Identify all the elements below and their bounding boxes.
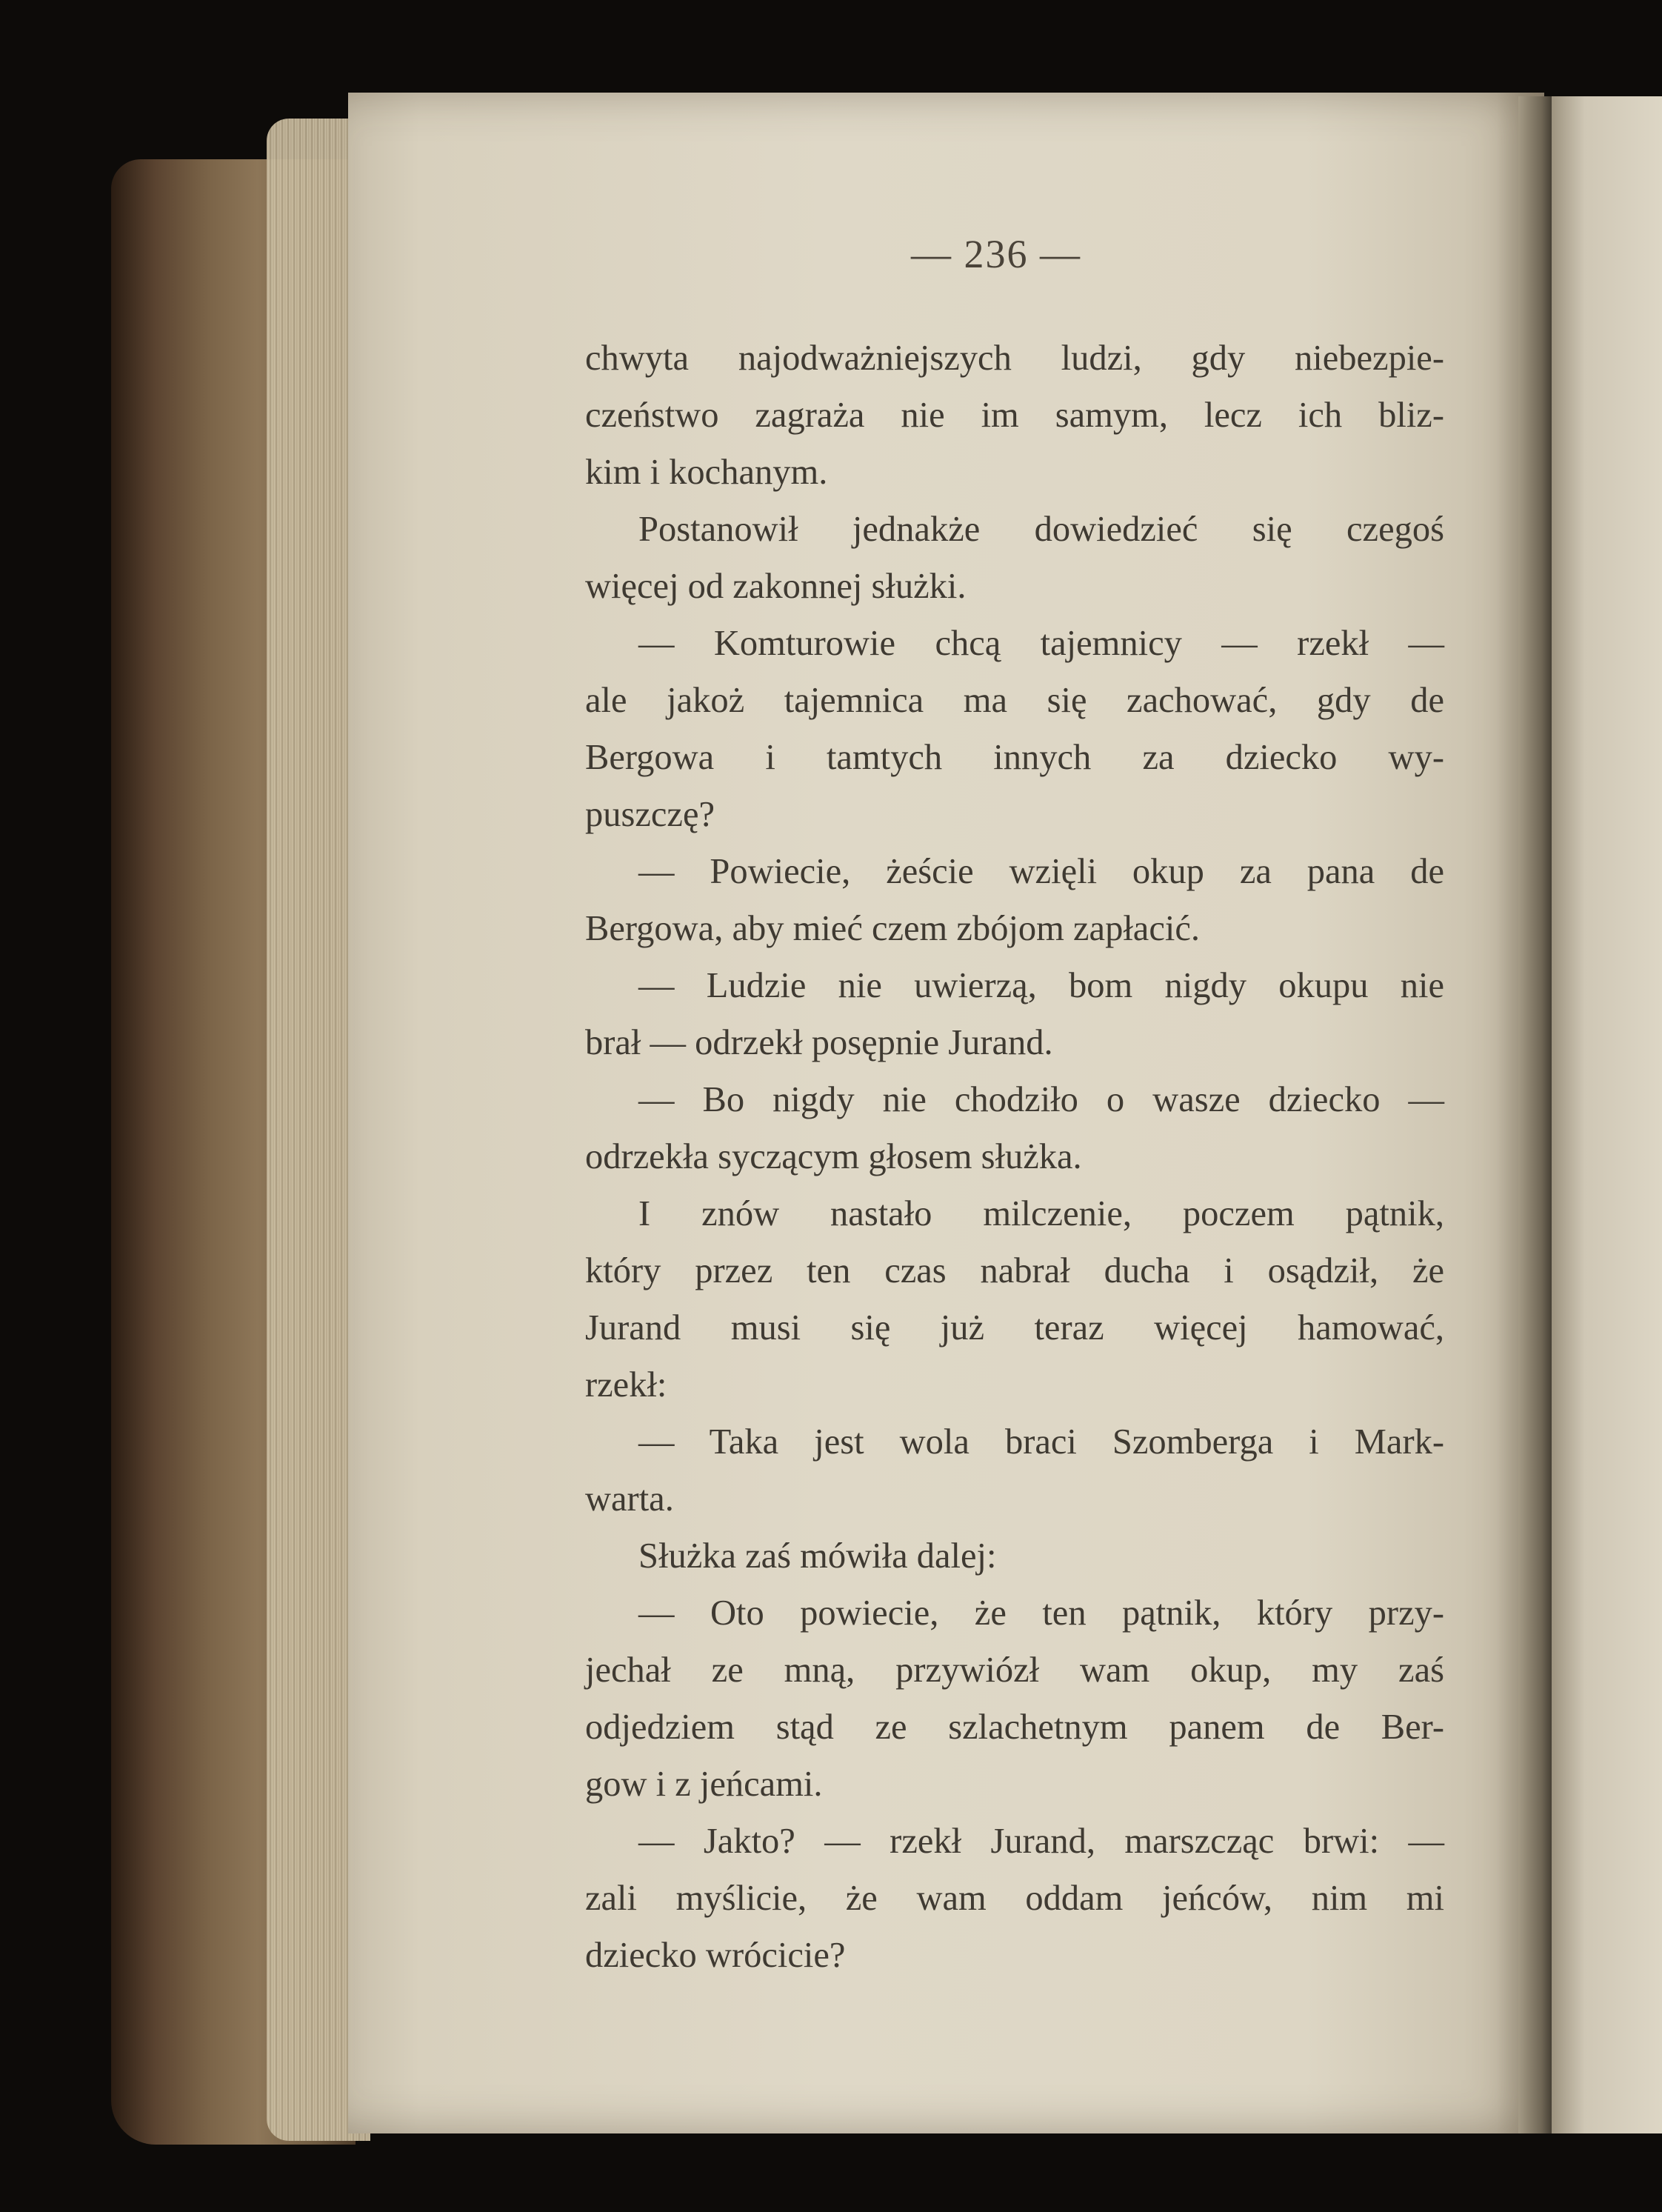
text-line: Jurand musi się już teraz więcej hamować, [585,1308,1444,1347]
text-line: czeństwo zagraża nie im samym, lecz ich bliz- [585,396,1444,435]
text-line: gow i z jeńcami. [585,1765,823,1804]
text-line: odrzekła syczącym głosem służka. [585,1137,1082,1176]
text-line: dziecko wrócicie? [585,1936,846,1975]
text-line: — Oto powiecie, że ten pątnik, który przy- [638,1593,1444,1633]
text-line: Postanowił jednakże dowiedzieć się czegoś [638,510,1444,549]
text-line: Służka zaś mówiła dalej: [638,1536,997,1576]
text-line: — Komturowie chcą tajemnicy — rzekł — [638,624,1444,663]
text-line: — Ludzie nie uwierzą, bom nigdy okupu nie [638,966,1444,1005]
text-line: — Jakto? — rzekł Jurand, marszcząc brwi: — [638,1822,1444,1861]
text-line: Bergowa, aby mieć czem zbójom zapłacić. [585,909,1200,948]
text-line: zali myślicie, że wam oddam jeńców, nim mi [585,1879,1444,1918]
text-line: brał — odrzekł posępnie Jurand. [585,1023,1053,1062]
text-line: chwyta najodważniejszych ludzi, gdy niebezpie- [585,339,1444,378]
text-line: jechał ze mną, przywiózł wam okup, my zaś [585,1650,1444,1690]
text-line: puszczę? [585,795,715,834]
text-line: — Taka jest wola braci Szomberga i Mark- [638,1422,1444,1462]
page-text [585,330,1444,1984]
text-line: który przez ten czas nabrał ducha i osądził, że [585,1251,1444,1290]
text-line: odjedziem stąd ze szlachetnym panem de Ber- [585,1708,1444,1747]
page-number: — 236 — [911,232,1081,276]
text-line: kim i kochanym. [585,453,828,492]
text-line: warta. [585,1479,674,1519]
text-line: — Powiecie, żeście wzięli okup za pana de [638,852,1444,891]
text-line: więcej od zakonnej służki. [585,567,967,606]
text-line: I znów nastało milczenie, poczem pątnik, [638,1194,1444,1233]
text-line: — Bo nigdy nie chodziło o wasze dziecko — [638,1080,1444,1119]
text-line: ale jakoż tajemnica ma się zachować, gdy de [585,681,1444,720]
text-line: Bergowa i tamtych innych za dziecko wy- [585,738,1444,777]
text-line: rzekł: [585,1365,667,1405]
facing-page [1552,96,1662,2133]
